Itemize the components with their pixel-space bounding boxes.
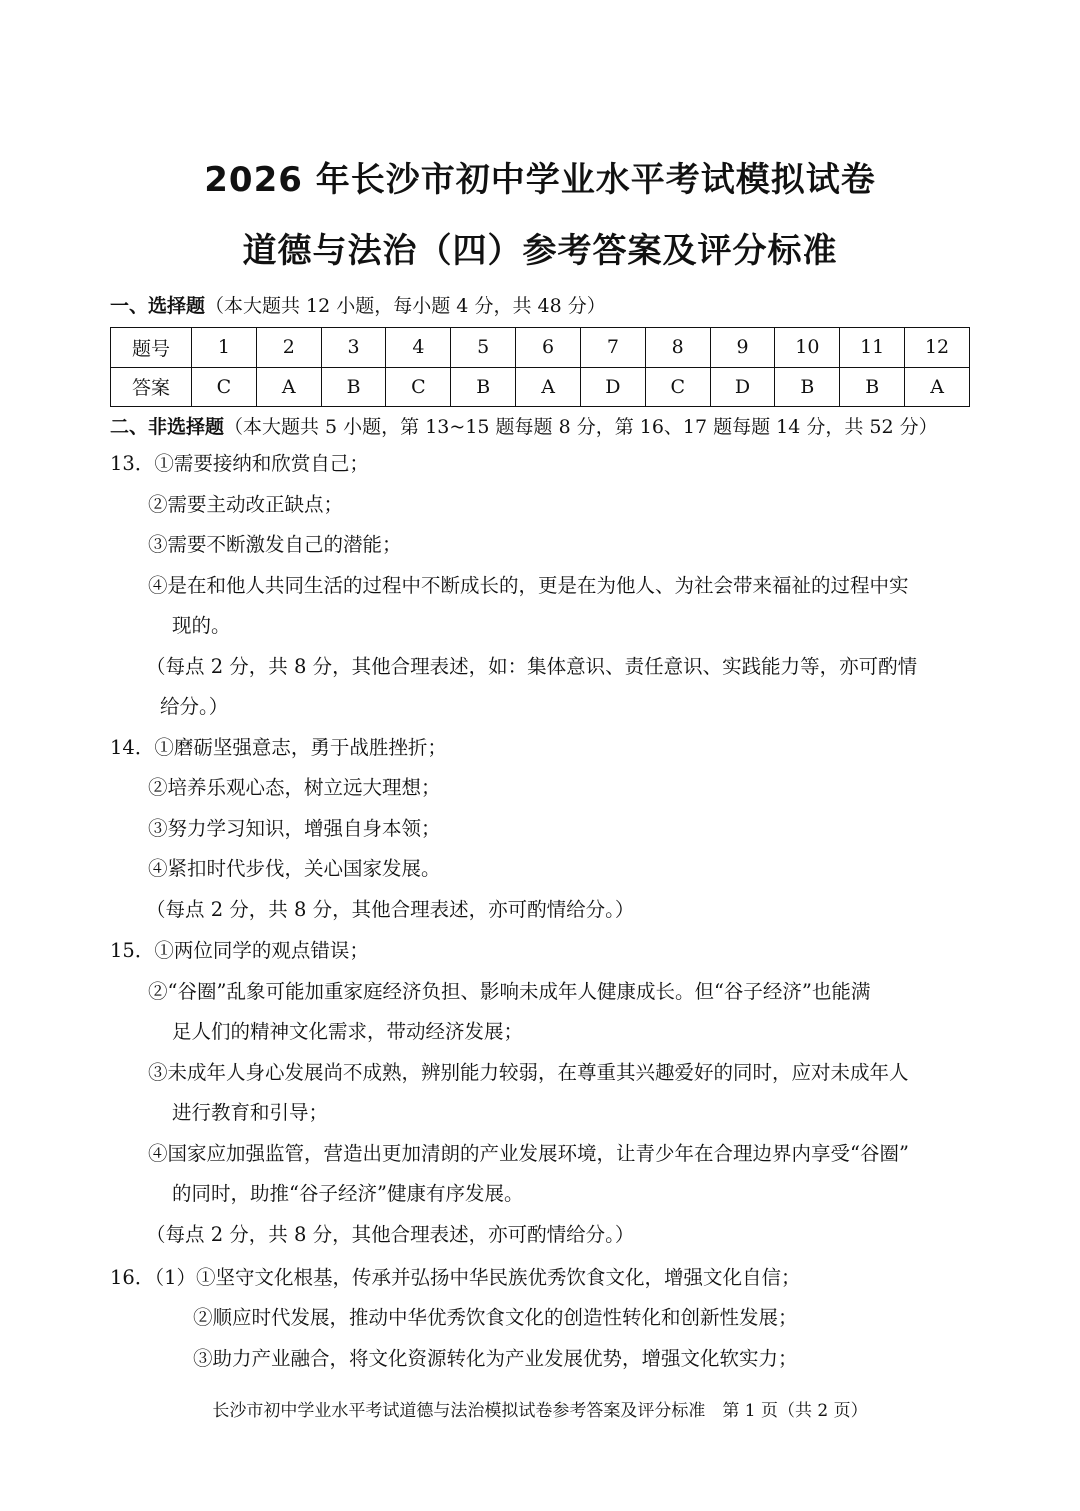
answer-line: 进行教育和引导；	[172, 1101, 329, 1124]
table-cell: B	[321, 367, 386, 407]
scoring-note: 给分。）	[160, 695, 229, 718]
table-cell: A	[256, 367, 321, 407]
answer-table-number-row	[111, 328, 970, 368]
answer-line: 16．（1）①坚守文化根基，传承并弘扬中华民族优秀饮食文化，增强文化自信；	[110, 1266, 801, 1289]
answer-line: ②培养乐观心态，树立远大理想；	[148, 776, 441, 799]
table-cell: D	[710, 367, 775, 407]
answer-line: ②需要主动改正缺点；	[148, 493, 344, 516]
table-cell: 3	[321, 328, 386, 368]
answer-line: ④紧扣时代步伐，关心国家发展。	[148, 857, 441, 880]
table-cell: B	[775, 367, 840, 407]
section-nonchoice-note: （本大题共 5 小题，第 13~15 题每题 8 分，第 16、17 题每题 14 分，共 52 分）	[224, 416, 938, 438]
answer-line: 足人们的精神文化需求，带动经济发展；	[172, 1020, 524, 1043]
scoring-note: （每点 2 分，共 8 分，其他合理表述，亦可酌情给分。）	[146, 1223, 635, 1246]
table-cell: 6	[516, 328, 581, 368]
table-cell: D	[580, 367, 645, 407]
row-label-number: 题号	[111, 328, 192, 368]
answer-line: ③未成年人身心发展尚不成熟，辨别能力较弱，在尊重其兴趣爱好的同时，应对未成年人	[148, 1061, 909, 1084]
answer-line: ③助力产业融合，将文化资源转化为产业发展优势，增强文化软实力；	[193, 1347, 798, 1370]
answer-line: ④国家应加强监管，营造出更加清朗的产业发展环境，让青少年在合理边界内享受“谷圈”	[148, 1142, 909, 1165]
table-cell: B	[840, 367, 905, 407]
answer-line: 15．①两位同学的观点错误；	[110, 939, 369, 962]
answer-line: 13．①需要接纳和欣赏自己；	[110, 452, 369, 475]
table-cell: C	[386, 367, 451, 407]
answer-line: 的同时，助推“谷子经济”健康有序发展。	[172, 1182, 524, 1205]
table-cell: 12	[905, 328, 970, 368]
answer-line: ②顺应时代发展，推动中华优秀饮食文化的创造性转化和创新性发展；	[193, 1306, 798, 1329]
page-footer: 长沙市初中学业水平考试道德与法治模拟试卷参考答案及评分标准 第 1 页（共 2 页）	[212, 1401, 868, 1421]
section-choice-heading	[110, 291, 606, 318]
section-choice-title: 一、选择题	[110, 295, 206, 317]
page-subtitle: 道德与法治（四）参考答案及评分标准	[242, 231, 838, 271]
table-cell: 1	[192, 328, 257, 368]
scoring-note: （每点 2 分，共 8 分，其他合理表述，亦可酌情给分。）	[146, 898, 635, 921]
answer-table	[110, 327, 970, 407]
table-cell: 5	[451, 328, 516, 368]
table-cell: C	[192, 367, 257, 407]
table-cell: 11	[840, 328, 905, 368]
table-cell: C	[645, 367, 710, 407]
answer-line: ③需要不断激发自己的潜能；	[148, 533, 402, 556]
table-cell: 4	[386, 328, 451, 368]
table-cell: A	[516, 367, 581, 407]
table-cell: 9	[710, 328, 775, 368]
row-label-answer: 答案	[111, 367, 192, 407]
table-cell: B	[451, 367, 516, 407]
section-choice-note: （本大题共 12 小题，每小题 4 分，共 48 分）	[205, 295, 606, 317]
table-cell: 8	[645, 328, 710, 368]
section-nonchoice-heading	[110, 412, 938, 439]
answer-line: 14．①磨砺坚强意志，勇于战胜挫折；	[110, 736, 447, 759]
answer-line: ④是在和他人共同生活的过程中不断成长的，更是在为他人、为社会带来福祉的过程中实	[148, 574, 909, 597]
answer-line: ③努力学习知识，增强自身本领；	[148, 817, 441, 840]
answer-line: 现的。	[172, 614, 231, 637]
table-cell: A	[905, 367, 970, 407]
table-cell: 2	[256, 328, 321, 368]
table-cell: 10	[775, 328, 840, 368]
scoring-note: （每点 2 分，共 8 分，其他合理表述，如：集体意识、责任意识、实践能力等，亦可酌情	[146, 655, 918, 678]
answer-line: ②“谷圈”乱象可能加重家庭经济负担、影响未成年人健康成长。但“谷子经济”也能满	[148, 980, 871, 1003]
table-cell: 7	[580, 328, 645, 368]
answer-table-answer-row	[111, 367, 970, 407]
page-title: 2026 年长沙市初中学业水平考试模拟试卷	[204, 160, 876, 200]
section-nonchoice-title: 二、非选择题	[110, 416, 225, 438]
